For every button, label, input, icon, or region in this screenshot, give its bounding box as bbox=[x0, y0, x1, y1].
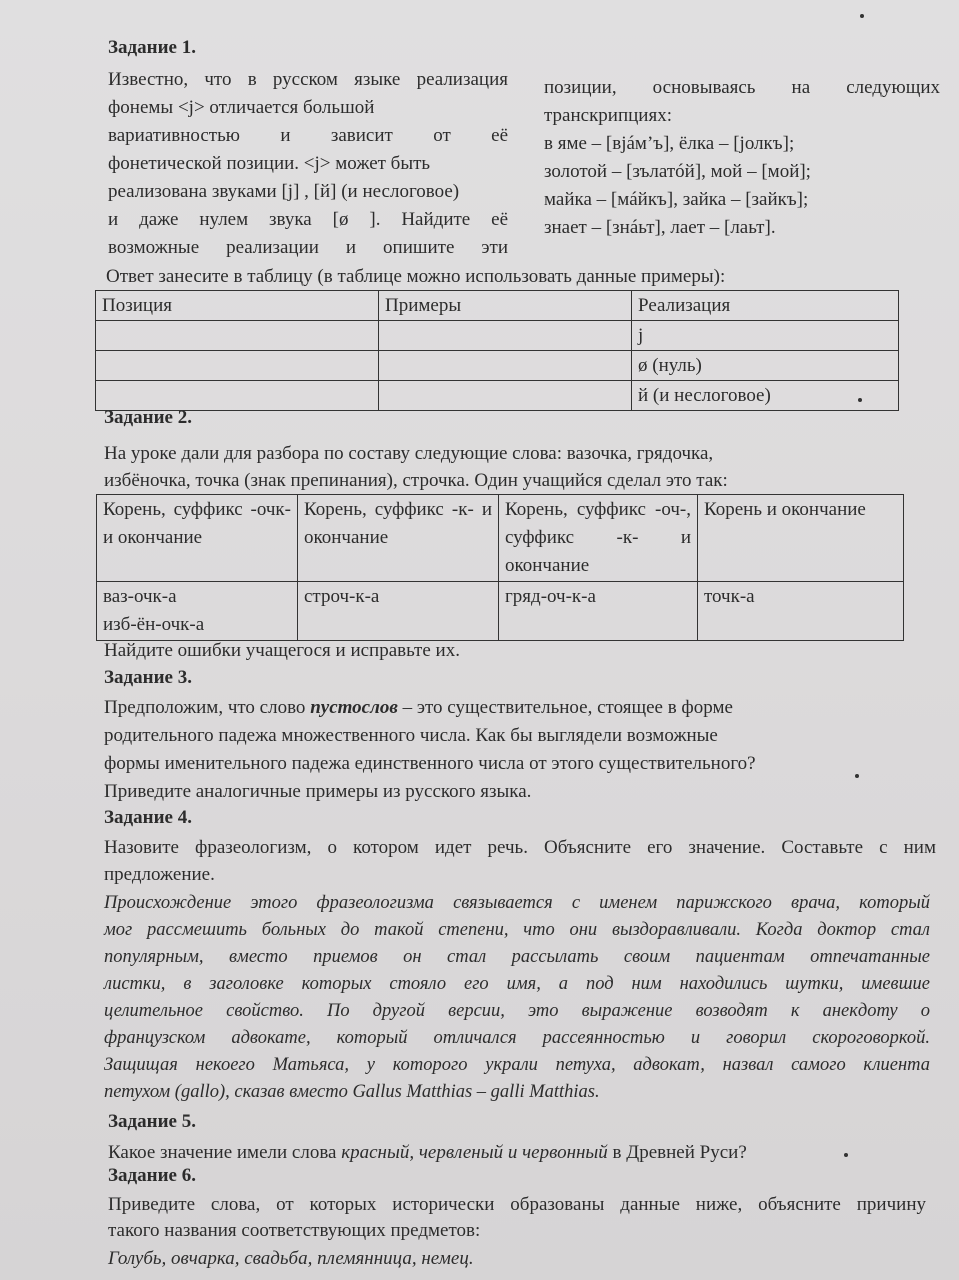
task5-text-after: в Древней Руси? bbox=[607, 1142, 747, 1163]
task3-line: родительного падежа множественного числа. Как бы выглядели возможные bbox=[104, 725, 718, 746]
speck bbox=[860, 14, 864, 18]
task1-answer-table bbox=[95, 290, 899, 411]
table-header: Позиция bbox=[96, 291, 379, 321]
table-cell bbox=[698, 582, 904, 641]
task2-title: Задание 2. bbox=[104, 407, 192, 428]
table-cell bbox=[379, 381, 632, 411]
task1-left-line: возможные реализации и опишите эти bbox=[108, 237, 508, 258]
cell-word: строч-к-а bbox=[304, 586, 380, 607]
task1-left-line: фонетической позиции. <j> может быть bbox=[108, 153, 431, 174]
cell-word: гряд-оч-к-а bbox=[505, 586, 596, 607]
task5-title: Задание 5. bbox=[108, 1111, 196, 1132]
task1-right-line: знает – [знáьт], лает – [лаьт]. bbox=[544, 217, 776, 238]
task1-answer-line: Ответ занесите в таблицу (в таблице можно использовать данные примеры): bbox=[106, 266, 726, 287]
speck bbox=[858, 398, 862, 402]
task4-question-line: Назовите фразеологизм, о котором идет речь. Объясните его значение. Составьте с ним bbox=[104, 837, 936, 858]
task4-story-line: листки, в заголовке которых стояло его имя, а под ним находились шутки, имевшие bbox=[104, 974, 930, 994]
task1-right-line: позиции, основываясь на следующих bbox=[544, 77, 940, 98]
task4-question bbox=[104, 834, 936, 888]
table-row bbox=[96, 321, 899, 351]
header-text: Корень, суффикс -очк- и окончание bbox=[103, 499, 291, 548]
table-header bbox=[298, 495, 499, 582]
task3-line: формы именительного падежа единственного числа от этого существительного? bbox=[104, 753, 756, 774]
table-cell bbox=[96, 351, 379, 381]
task1-left-line: фонемы <j> отличается большой bbox=[108, 97, 375, 118]
task1-left-line: реализована звуками [j] , [й] (и неслоговое) bbox=[108, 181, 460, 202]
task4-story-line: петухом (gallo), сказав вместо Gallus Matthias – galli Matthias. bbox=[104, 1082, 600, 1102]
task3-text-after: – это существительное, стоящее в форме bbox=[397, 697, 733, 718]
table-header bbox=[97, 495, 298, 582]
task6-question bbox=[108, 1192, 926, 1244]
speck bbox=[844, 1153, 848, 1157]
table-header: Реализация bbox=[632, 291, 899, 321]
table-cell: j bbox=[632, 321, 899, 351]
header-text: Корень, суффикс -оч-, суффикс -к- и окончание bbox=[505, 499, 691, 576]
task1-right-line: транскрипциях: bbox=[544, 105, 672, 126]
task4-story-line: целительное свойство. По другой версии, это выражение возводят к анекдоту о bbox=[104, 1001, 930, 1021]
table-header bbox=[499, 495, 698, 582]
table-cell: й (и неслоговое) bbox=[632, 381, 899, 411]
task4-question-line: предложение. bbox=[104, 864, 215, 885]
table-cell bbox=[97, 582, 298, 641]
table-header bbox=[698, 495, 904, 582]
task1-title: Задание 1. bbox=[108, 37, 196, 58]
task1-right-line: в яме – [вjáм’ъ], ёлка – [jолкъ]; bbox=[544, 133, 795, 154]
task6-line: Приведите слова, от которых исторически образованы данные ниже, объясните причину bbox=[108, 1194, 926, 1215]
task3-keyword: пустослов bbox=[310, 697, 398, 718]
table-cell bbox=[379, 321, 632, 351]
task1-left-line: Известно, что в русском языке реализация bbox=[108, 69, 508, 90]
table-row bbox=[96, 351, 899, 381]
cell-word: изб-ён-очк-а bbox=[103, 614, 205, 635]
task4-story-line: популярным, вместо приемов он стал рассылать своим пациентам отпечатанные bbox=[104, 947, 930, 967]
table-header: Примеры bbox=[379, 291, 632, 321]
task4-story-line: Происхождение этого фразеологизма связывается с именем парижского врача, который bbox=[104, 893, 930, 913]
task6-title: Задание 6. bbox=[108, 1165, 196, 1186]
task4-story-line: Защищая некоего Матьяса, у которого украли петуха, адвокат, назвал самого клиента bbox=[104, 1055, 930, 1075]
header-text: Корень, суффикс -к- и окончание bbox=[304, 499, 492, 548]
task6-line: такого названия соответствующих предметов: bbox=[108, 1220, 481, 1241]
cell-word: ваз-очк-а bbox=[103, 586, 177, 607]
task3-text-before: Предположим, что слово bbox=[104, 697, 311, 718]
table-cell bbox=[298, 582, 499, 641]
task1-left-line: вариативностью и зависит от её bbox=[108, 125, 508, 146]
task2-intro-line: На уроке дали для разбора по составу следующие слова: вазочка, грядочка, bbox=[104, 443, 714, 464]
table-cell bbox=[96, 321, 379, 351]
task2-outro: Найдите ошибки учащегося и исправьте их. bbox=[104, 640, 460, 661]
task4-story bbox=[104, 890, 930, 1106]
task5-words: красный, червленый и червонный bbox=[341, 1142, 608, 1163]
task1-left-column bbox=[108, 66, 508, 262]
task3-line: Приведите аналогичные примеры из русского языка. bbox=[104, 781, 532, 802]
task2-student-table bbox=[96, 494, 904, 641]
task1-right-column bbox=[544, 74, 940, 242]
task1-right-line: золотой – [зълатóй], мой – [мой]; bbox=[544, 161, 811, 182]
header-text: Корень и окончание bbox=[704, 499, 866, 520]
task2-intro bbox=[104, 440, 904, 494]
table-row bbox=[96, 381, 899, 411]
table-cell bbox=[379, 351, 632, 381]
task3-text bbox=[104, 694, 864, 806]
table-cell: ø (нуль) bbox=[632, 351, 899, 381]
task4-story-line: французском адвокате, который отличался рассеянностью и говорил скороговоркой. bbox=[104, 1028, 930, 1048]
table-row bbox=[97, 582, 904, 641]
task6-words: Голубь, овчарка, свадьба, племянница, немец. bbox=[108, 1248, 474, 1269]
speck bbox=[855, 774, 859, 778]
task4-title: Задание 4. bbox=[104, 807, 192, 828]
task5-question bbox=[108, 1139, 747, 1166]
task1-right-line: майка – [мáйкъ], зайка – [зайкъ]; bbox=[544, 189, 809, 210]
table-cell bbox=[499, 582, 698, 641]
task1-left-line: и даже нулем звука [ø ]. Найдите её bbox=[108, 209, 508, 230]
task3-title: Задание 3. bbox=[104, 667, 192, 688]
task4-story-line: мог рассмешить больных до такой степени, что они выздоравливали. Когда доктор стал bbox=[104, 920, 930, 940]
task2-intro-line: избёночка, точка (знак препинания), строчка. Один учащийся сделал это так: bbox=[104, 470, 728, 491]
cell-word: точк-а bbox=[704, 586, 755, 607]
task5-text-before: Какое значение имели слова bbox=[108, 1142, 342, 1163]
task3-line bbox=[104, 694, 864, 722]
